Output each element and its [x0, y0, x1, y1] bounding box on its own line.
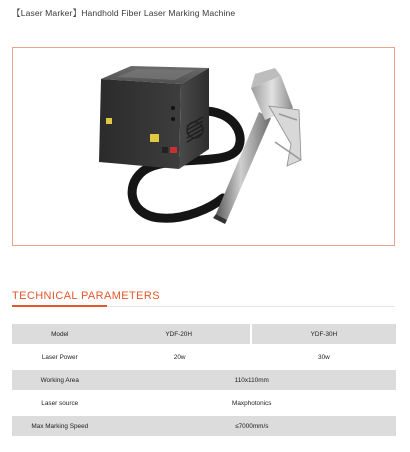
table-header-row	[12, 324, 396, 344]
table-row	[12, 347, 396, 367]
table-row	[12, 370, 396, 390]
header-model-2: YDF-30H	[252, 324, 396, 344]
row-label: Working Area	[12, 370, 108, 390]
table-row	[12, 416, 396, 436]
laser-marker-illustration	[13, 48, 394, 245]
row-label: Max Marking Speed	[12, 416, 108, 436]
header-label: Model	[12, 324, 108, 344]
section-divider	[12, 306, 395, 307]
section-title: TECHNICAL PARAMETERS	[12, 290, 160, 302]
row-value: 20w	[173, 353, 186, 361]
row-label: Laser Power	[41, 353, 78, 361]
product-photo	[12, 47, 395, 246]
table-row	[12, 393, 396, 413]
row-value: 30w	[318, 353, 330, 361]
row-value: Maxphotonics	[232, 399, 272, 407]
row-label: Laser source	[41, 399, 79, 407]
parameters-table	[12, 321, 396, 439]
row-value: ≤7000mm/s	[108, 416, 396, 436]
page-title: 【Laser Marker】Handhold Fiber Laser Marking Machine	[12, 8, 236, 18]
header-model-1: YDF-20H	[108, 324, 252, 344]
row-value: 110x110mm	[108, 370, 396, 390]
